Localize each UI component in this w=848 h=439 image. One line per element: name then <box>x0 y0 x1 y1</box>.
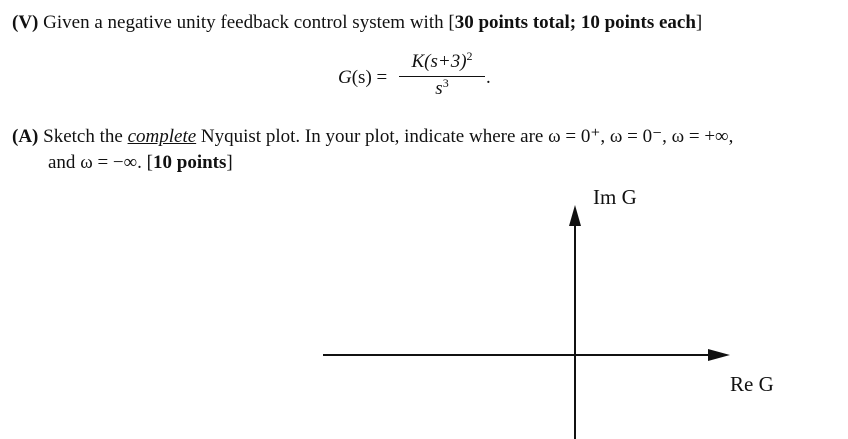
lhs-arg: (s) <box>351 67 372 88</box>
omega-list: ω = 0⁺, ω = 0⁻, ω = +∞, <box>548 126 734 147</box>
part-a-points: 10 points <box>153 152 227 173</box>
problem-intro: Given a negative unity feedback control system with <box>43 12 444 33</box>
part-a-prompt-line1: (A) Sketch the complete Nyquist plot. In your plot, indicate where are ω = 0⁺, ω = 0⁻, ω = +∞, <box>12 126 734 147</box>
emphasis-complete: complete <box>127 126 197 147</box>
part-a-prompt-line2: and ω = −∞. [10 points] <box>48 152 233 173</box>
equals-sign: = <box>376 67 388 88</box>
equation-numerator: $K(s+3)^2$ <box>411 49 473 72</box>
lhs-func: G <box>338 67 352 88</box>
points-total: 30 points total; 10 points each <box>454 12 696 33</box>
real-axis-arrow <box>708 349 730 361</box>
points-bracket-open: [ <box>448 12 455 33</box>
equation-period: . <box>486 67 491 88</box>
problem-number: (V) <box>12 12 39 33</box>
part-a-label: (A) <box>12 126 39 147</box>
real-axis-label: Re G <box>730 372 774 396</box>
imaginary-axis-label: Im G <box>593 185 637 209</box>
points-bracket-close: ] <box>695 12 703 33</box>
omega-negative-infinity: ω = −∞. <box>80 152 142 173</box>
imaginary-axis-arrow <box>569 205 581 226</box>
equation-denominator: $s^3$ <box>435 76 449 99</box>
